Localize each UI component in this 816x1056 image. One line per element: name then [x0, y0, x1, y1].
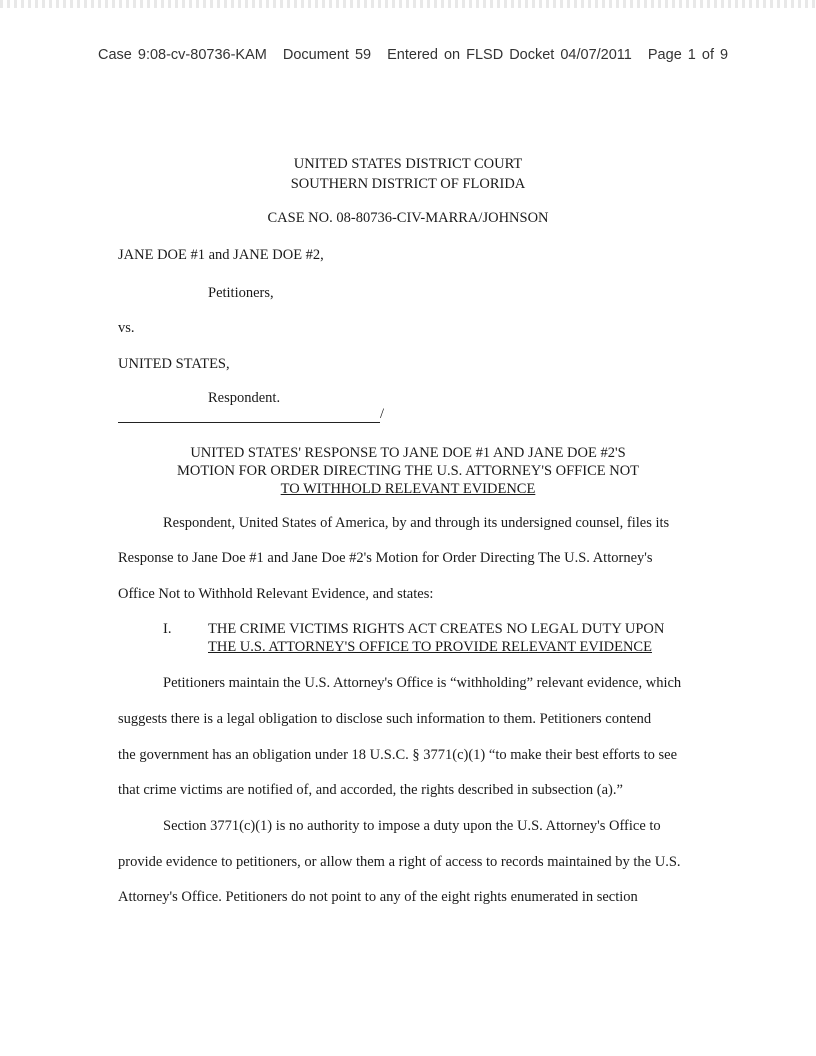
title-line-3: TO WITHHOLD RELEVANT EVIDENCE	[280, 481, 536, 497]
paragraph1-line-2: suggests there is a legal obligation to disclose such information to them. Petitioners contend	[118, 711, 652, 727]
paragraph2-line-3: Attorney's Office. Petitioners do not point to any of the eight rights enumerated in section	[118, 889, 638, 905]
court-name: UNITED STATES DISTRICT COURT	[293, 156, 523, 172]
respondent-role: Respondent.	[208, 390, 281, 406]
header-case-number: Case 9:08-cv-80736-KAM	[98, 47, 267, 63]
section-heading-line-1: THE CRIME VICTIMS RIGHTS ACT CREATES NO LEGAL DUTY UPON	[208, 621, 665, 637]
section-heading-line-2: THE U.S. ATTORNEY'S OFFICE TO PROVIDE RELEVANT EVIDENCE	[208, 639, 652, 655]
court-district: SOUTHERN DISTRICT OF FLORIDA	[290, 176, 526, 192]
caption-rule	[118, 422, 380, 423]
petitioners-role: Petitioners,	[208, 285, 274, 301]
intro-line-2: Response to Jane Doe #1 and Jane Doe #2's Motion for Order Directing The U.S. Attorney's	[118, 550, 653, 566]
header-page: Page 1 of 9	[647, 47, 729, 63]
paragraph1-line-3: the government has an obligation under 18 U.S.C. § 3771(c)(1) “to make their best efforts to see	[118, 747, 678, 763]
respondent-name: UNITED STATES,	[118, 356, 230, 372]
intro-line-1: Respondent, United States of America, by and through its undersigned counsel, files its	[163, 515, 670, 531]
paragraph2-line-2: provide evidence to petitioners, or allow them a right of access to records maintained by the U.S.	[118, 854, 681, 870]
docket-header	[98, 47, 738, 63]
section-numeral: I.	[163, 621, 172, 637]
header-document: Document 59	[282, 47, 372, 63]
paragraph1-line-4: that crime victims are notified of, and accorded, the rights described in subsection (a).”	[118, 782, 623, 798]
case-number: CASE NO. 08-80736-CIV-MARRA/JOHNSON	[267, 210, 549, 226]
petitioners-names: JANE DOE #1 and JANE DOE #2,	[118, 247, 324, 263]
intro-line-3: Office Not to Withhold Relevant Evidence, and states:	[118, 586, 434, 602]
versus: vs.	[118, 320, 135, 336]
title-line-2: MOTION FOR ORDER DIRECTING THE U.S. ATTORNEY'S OFFICE NOT	[176, 463, 640, 479]
header-entered: Entered on FLSD Docket 04/07/2011	[387, 47, 632, 63]
scan-edge-artifact	[0, 0, 816, 8]
title-line-1: UNITED STATES' RESPONSE TO JANE DOE #1 AND JANE DOE #2'S	[190, 445, 626, 461]
caption-slash: /	[380, 406, 385, 422]
paragraph2-line-1: Section 3771(c)(1) is no authority to impose a duty upon the U.S. Attorney's Office to	[163, 818, 661, 834]
paragraph1-line-1: Petitioners maintain the U.S. Attorney's Office is “withholding” relevant evidence, which	[163, 675, 682, 691]
